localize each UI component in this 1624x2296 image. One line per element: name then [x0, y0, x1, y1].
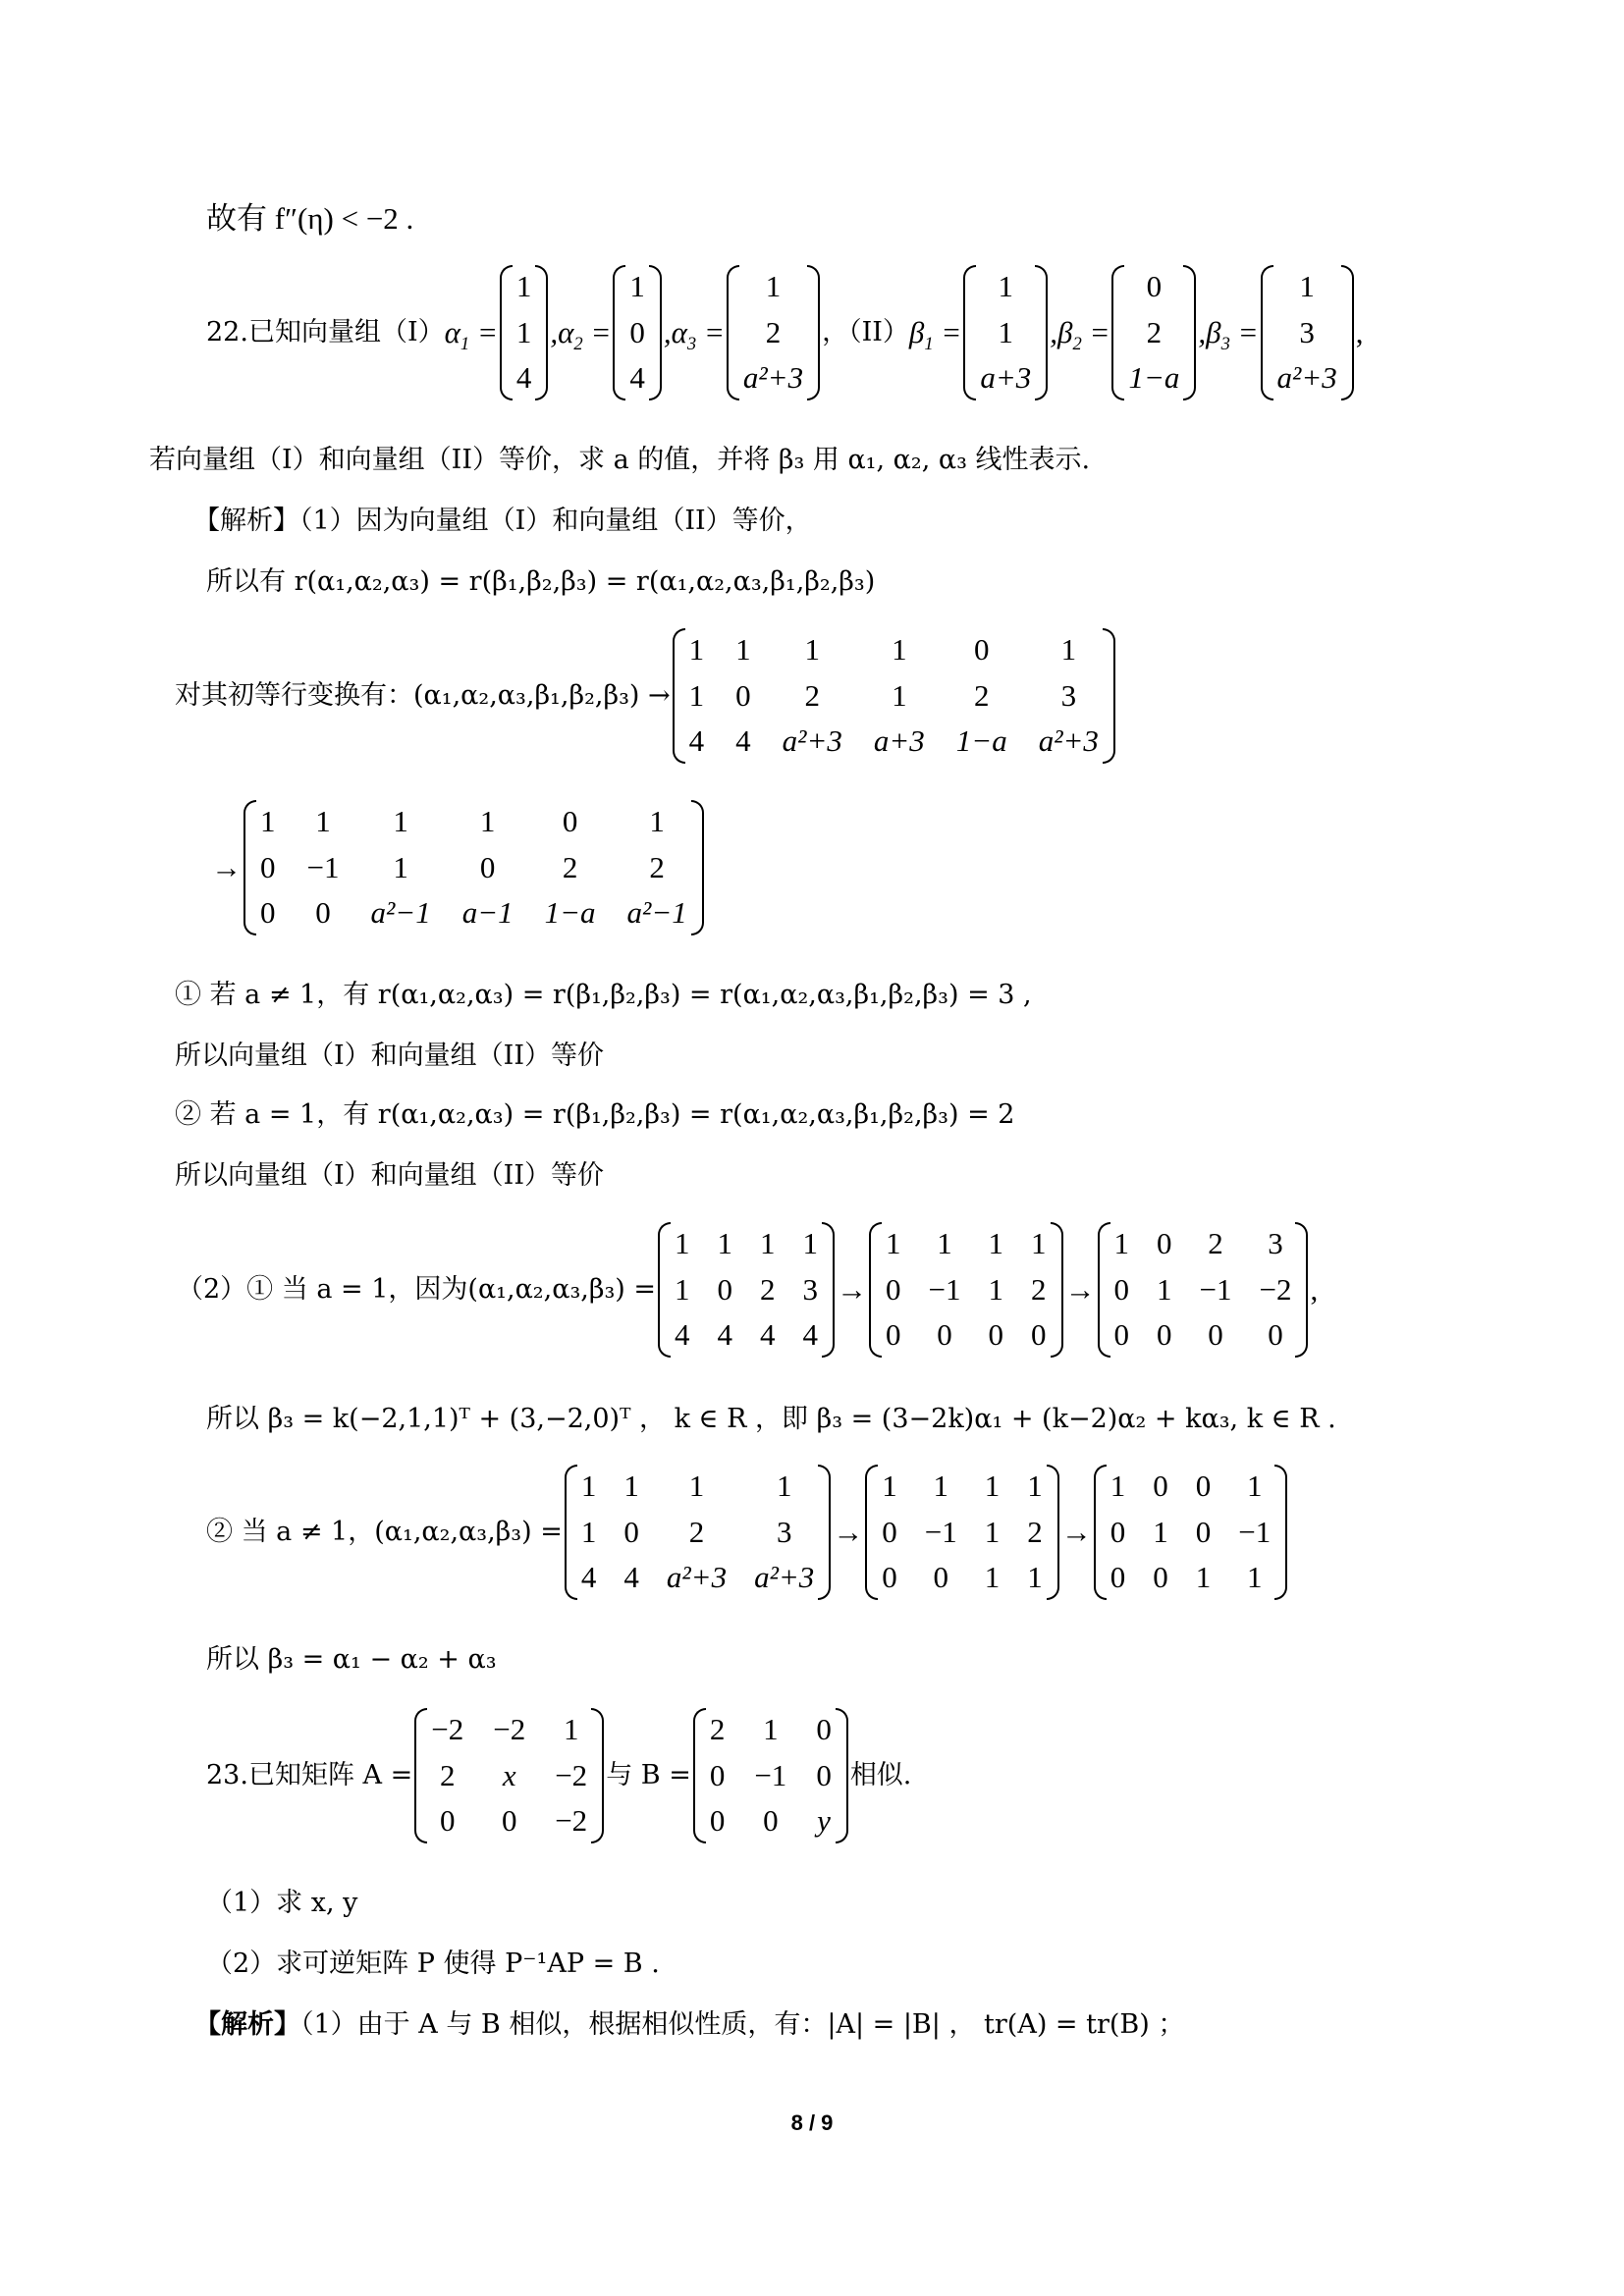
- matrix-cell: 0: [1146, 269, 1163, 303]
- solution-22-rank: 所以有 r(α₁,α₂,α₃) = r(β₁,β₂,β₃) = r(α₁,α₂,α₃,β₁,β₂,β₃): [206, 566, 876, 597]
- arrow-icon: →: [211, 850, 242, 885]
- q22-mid: ，（II）: [822, 317, 909, 348]
- matrix-cell: −2: [493, 1712, 526, 1746]
- vector-beta1: [963, 265, 1048, 400]
- matrix-cell: 0: [886, 1271, 901, 1307]
- matrix-cell: 0: [1195, 1468, 1212, 1503]
- part2-case-a1-label: （2）① 当 a = 1，因为(α₁,α₂,α₃,β₃) =: [177, 1274, 657, 1306]
- matrix-cell: 1: [1153, 1514, 1168, 1549]
- case-2-conclusion: 所以向量组（I）和向量组（II）等价: [175, 1160, 604, 1191]
- matrix-cell: 4: [623, 1560, 639, 1595]
- matrix-cell: 1: [998, 269, 1014, 303]
- matrix-cell: x: [502, 1757, 516, 1792]
- matrix-cell: 3: [1268, 1226, 1283, 1260]
- matrix-cell: 1: [623, 1468, 639, 1503]
- solution-text: （1）由于 A 与 B 相似，根据相似性质，有：|A| = |B| ， tr(A) = tr(B) ；: [300, 2009, 1185, 2040]
- matrix-cell: 0: [937, 1317, 952, 1353]
- matrix-cell: 0: [1195, 1514, 1212, 1549]
- matrix-cell: 1: [1060, 632, 1077, 667]
- matrix-cell: −2: [431, 1712, 464, 1746]
- matrix-cell: 1: [1027, 1560, 1043, 1595]
- case-1-conclusion: 所以向量组（I）和向量组（II）等价: [175, 1041, 604, 1071]
- beta3-label: $,\beta_3$ =: [1198, 315, 1259, 355]
- row-transform-2: [211, 800, 706, 935]
- q23-part1: （1）求 x, y: [206, 1888, 358, 1918]
- beta1-label: $\beta_1$ =: [908, 315, 962, 355]
- matrix-cell: 1: [1031, 1226, 1047, 1260]
- q22-prefix: 22.已知向量组（I）: [206, 317, 445, 348]
- matrix-cell: 1: [688, 632, 705, 667]
- matrix-cell: 0: [260, 849, 276, 884]
- matrix-cell: 0: [886, 1317, 901, 1353]
- matrix-cell: 0: [816, 1712, 832, 1746]
- matrix-an1-step3: [1094, 1465, 1287, 1600]
- matrix-cell: 1: [763, 1712, 779, 1746]
- matrix-cell: 2: [765, 314, 782, 349]
- matrix-cell: 0: [735, 677, 751, 713]
- matrix-cell: a²−1: [370, 895, 431, 931]
- augmented-matrix-2: [244, 800, 704, 935]
- q22-task: 若向量组（I）和向量组（II）等价，求 a 的值，并将 β₃ 用 α₁, α₂, α₃ 线性表示.: [149, 445, 1091, 475]
- matrix-cell: 1: [1110, 1468, 1126, 1503]
- matrix-cell: 0: [816, 1757, 832, 1792]
- matrix-cell: 1: [988, 1226, 1004, 1260]
- matrix-cell: 3: [776, 1514, 792, 1549]
- matrix-cell: 0: [1153, 1560, 1168, 1595]
- matrix-cell: −1: [924, 1514, 957, 1549]
- matrix-cell: 1: [892, 632, 907, 667]
- case-1: ① 若 a ≠ 1，有 r(α₁,α₂,α₃) = r(β₁,β₂,β₃) = r(α₁,α₂,α₃,β₁,β₂,β₃) = 3 ,: [175, 980, 1032, 1010]
- part2-case-a1: （2）① 当 a = 1，因为(α₁,α₂,α₃,β₃) = 1 1 1 1 1 0 2 3 4 4 4 4 → 1 1 1 1 0 −1 1 2 0 0 0 0 → 1 0 2 3 0 1 −1 −2 0 0 0 0 ,: [177, 1222, 1318, 1358]
- matrix-cell: a²+3: [754, 1560, 815, 1595]
- matrix-cell: 1: [760, 1226, 776, 1260]
- matrix-cell: a²+3: [1276, 360, 1337, 396]
- matrix-cell: a²−1: [626, 895, 687, 931]
- matrix-cell: 1: [1299, 269, 1315, 303]
- alpha2-label: $,\alpha_2$ =: [550, 315, 612, 355]
- matrix-cell: −2: [555, 1803, 588, 1839]
- matrix-cell: 2: [1027, 1514, 1043, 1549]
- matrix-cell: 2: [709, 1712, 726, 1746]
- matrix-cell: 0: [1157, 1317, 1172, 1353]
- matrix-cell: 1: [479, 804, 496, 838]
- matrix-cell: 1: [984, 1514, 1001, 1549]
- matrix-cell: 1: [776, 1468, 792, 1503]
- matrix-cell: 0: [562, 804, 578, 838]
- matrix-cell: 0: [1031, 1317, 1047, 1353]
- solution-22-intro: 【解析】（1）因为向量组（I）和向量组（II）等价，: [193, 506, 812, 536]
- matrix-cell: 0: [882, 1560, 897, 1595]
- matrix-cell: 1: [998, 314, 1014, 349]
- matrix-cell: a²+3: [666, 1560, 728, 1595]
- matrix-cell: 1: [1157, 1271, 1172, 1307]
- matrix-cell: 3: [1060, 677, 1077, 713]
- matrix-B: [693, 1708, 848, 1843]
- matrix-cell: 4: [802, 1317, 819, 1353]
- matrix-a1-step1: [658, 1222, 835, 1358]
- matrix-cell: 0: [1110, 1514, 1126, 1549]
- matrix-cell: 0: [988, 1317, 1004, 1353]
- matrix-cell: 1: [393, 804, 408, 838]
- matrix-cell: 2: [1031, 1271, 1047, 1307]
- matrix-an1-step1: [565, 1465, 831, 1600]
- matrix-cell: 1: [688, 1468, 705, 1503]
- matrix-cell: y: [817, 1803, 831, 1839]
- matrix-cell: 4: [580, 1560, 597, 1595]
- matrix-cell: 1: [802, 1226, 819, 1260]
- row-transform-1: [175, 628, 1117, 764]
- question-22: 22.已知向量组（I） $\alpha_1$ = 1 1 4 $,\alpha_2$ = 1 0 4 $,\alpha_3$ = 1 2 a²+3 ，（II） $\beta_1$ = 1 1 a+3 $,\beta_2$ = 0 2 1−a $,\beta_3$ = 1 3 a²+3 ,: [206, 265, 1364, 400]
- matrix-cell: 1: [688, 677, 705, 713]
- matrix-cell: 1: [1027, 1468, 1043, 1503]
- matrix-cell: 2: [974, 677, 990, 713]
- row-transform-label: 对其初等行变换有：(α₁,α₂,α₃,β₁,β₂,β₃) →: [175, 680, 671, 712]
- matrix-cell: 0: [315, 895, 331, 931]
- matrix-cell: 1: [515, 269, 532, 303]
- part2-case-an1-result: 所以 β₃ = α₁ − α₂ + α₃: [206, 1644, 497, 1675]
- matrix-cell: 1: [933, 1468, 949, 1503]
- case-2: ② 若 a = 1，有 r(α₁,α₂,α₃) = r(β₁,β₂,β₃) = r(α₁,α₂,α₃,β₁,β₂,β₃) = 2: [175, 1099, 1015, 1130]
- vector-alpha1: [500, 265, 549, 400]
- matrix-cell: 2: [688, 1514, 705, 1549]
- part2-case-an1-label: ② 当 a ≠ 1，(α₁,α₂,α₃,β₃) =: [206, 1517, 563, 1548]
- matrix-cell: 2: [804, 677, 821, 713]
- matrix-cell: 4: [717, 1317, 733, 1353]
- q23-mid: 与 B =: [606, 1760, 691, 1791]
- matrix-cell: a²+3: [782, 723, 842, 759]
- matrix-cell: 1−a: [544, 895, 596, 931]
- matrix-cell: 1−a: [1128, 360, 1180, 396]
- line-conclusion: 故有 f″(η) < −2 .: [206, 201, 414, 236]
- matrix-cell: a²+3: [742, 360, 804, 396]
- matrix-cell: 0: [933, 1560, 949, 1595]
- matrix-cell: 1: [892, 677, 907, 713]
- matrix-cell: 1: [515, 314, 532, 349]
- matrix-cell: 1: [675, 1271, 690, 1307]
- matrix-cell: 1: [1247, 1468, 1263, 1503]
- matrix-cell: 0: [974, 632, 990, 667]
- matrix-cell: 1: [765, 269, 782, 303]
- matrix-cell: 2: [1146, 314, 1163, 349]
- alpha3-label: $,\alpha_3$ =: [663, 315, 725, 355]
- matrix-cell: 2: [562, 849, 578, 884]
- matrix-cell: 0: [717, 1271, 733, 1307]
- matrix-cell: 4: [515, 360, 532, 396]
- matrix-cell: 1: [717, 1226, 733, 1260]
- matrix-cell: 1: [984, 1468, 1001, 1503]
- matrix-cell: 0: [439, 1803, 456, 1839]
- matrix-cell: 1: [649, 804, 665, 838]
- matrix-cell: 1: [882, 1468, 897, 1503]
- matrix-a1-step2: [869, 1222, 1062, 1358]
- matrix-an1-step2: [865, 1465, 1058, 1600]
- matrix-cell: −1: [1238, 1514, 1272, 1549]
- matrix-a1-step3: [1098, 1222, 1309, 1358]
- matrix-cell: a²+3: [1038, 723, 1099, 759]
- matrix-cell: 0: [1113, 1317, 1130, 1353]
- matrix-cell: 2: [649, 849, 665, 884]
- matrix-cell: 1: [580, 1514, 597, 1549]
- matrix-cell: 1: [984, 1560, 1001, 1595]
- q23-solution: [194, 2011, 1184, 2038]
- matrix-cell: 1: [260, 804, 276, 838]
- vector-beta3: [1261, 265, 1354, 400]
- matrix-cell: 0: [1113, 1271, 1130, 1307]
- matrix-cell: 4: [675, 1317, 690, 1353]
- vector-alpha2: [613, 265, 662, 400]
- solution-label: 【解析】: [194, 2009, 300, 2040]
- matrix-cell: 0: [1110, 1560, 1126, 1595]
- matrix-cell: 1: [886, 1226, 901, 1260]
- page-number: 8 / 9: [790, 2110, 834, 2135]
- matrix-cell: 3: [1299, 314, 1315, 349]
- matrix-A: [414, 1708, 604, 1843]
- matrix-cell: 3: [802, 1271, 819, 1307]
- matrix-cell: 1: [1113, 1226, 1130, 1260]
- matrix-cell: 1: [315, 804, 331, 838]
- matrix-cell: 4: [760, 1317, 776, 1353]
- matrix-cell: −1: [754, 1757, 787, 1792]
- matrix-cell: 0: [623, 1514, 639, 1549]
- matrix-cell: 1: [675, 1226, 690, 1260]
- matrix-cell: 0: [1208, 1317, 1223, 1353]
- matrix-cell: 0: [1268, 1317, 1283, 1353]
- matrix-cell: 1: [988, 1271, 1004, 1307]
- matrix-cell: 0: [709, 1803, 726, 1839]
- matrix-cell: 0: [709, 1757, 726, 1792]
- q23-part2: （2）求可逆矩阵 P 使得 P⁻¹AP = B .: [206, 1949, 660, 1979]
- matrix-cell: −1: [1199, 1271, 1232, 1307]
- matrix-cell: 0: [1153, 1468, 1168, 1503]
- matrix-cell: 1: [1247, 1560, 1263, 1595]
- vector-alpha3: [727, 265, 820, 400]
- part2-case-a1-result: 所以 β₃ = k(−2,1,1)ᵀ + (3,−2,0)ᵀ ， k ∈ R ，即 β₃ = (3−2k)α₁ + (k−2)α₂ + kα₃, k ∈ R .: [206, 1404, 1336, 1434]
- matrix-cell: 4: [688, 723, 705, 759]
- matrix-cell: −1: [306, 849, 340, 884]
- matrix-cell: 1: [629, 269, 645, 303]
- matrix-cell: −1: [928, 1271, 961, 1307]
- matrix-cell: 0: [629, 314, 645, 349]
- q23-prefix: 23.已知矩阵 A =: [206, 1760, 413, 1791]
- q23-tail: 相似.: [849, 1760, 912, 1791]
- matrix-cell: 0: [1157, 1226, 1172, 1260]
- matrix-cell: 1: [1195, 1560, 1212, 1595]
- matrix-cell: 1: [393, 849, 408, 884]
- matrix-cell: 0: [260, 895, 276, 931]
- matrix-cell: 1: [937, 1226, 952, 1260]
- vector-beta2: [1111, 265, 1196, 400]
- matrix-cell: 2: [439, 1757, 456, 1792]
- matrix-cell: a−1: [461, 895, 514, 931]
- matrix-cell: 0: [479, 849, 496, 884]
- matrix-cell: 1: [563, 1712, 579, 1746]
- matrix-cell: 1: [580, 1468, 597, 1503]
- matrix-cell: 2: [760, 1271, 776, 1307]
- alpha1-label: $\alpha_1$ =: [444, 315, 498, 355]
- matrix-cell: 0: [882, 1514, 897, 1549]
- matrix-cell: 0: [763, 1803, 779, 1839]
- part2-case-an1: ② 当 a ≠ 1，(α₁,α₂,α₃,β₃) = 1 1 1 1 1 0 2 3 4 4 a²+3 a²+3 → 1 1 1 1 0 −1 1 2 0 0 1 1 → 1 0 0 1 0 1 0 −1 0 0 1 1: [206, 1465, 1289, 1600]
- matrix-cell: 1: [735, 632, 751, 667]
- matrix-cell: 4: [735, 723, 751, 759]
- matrix-cell: 0: [501, 1803, 517, 1839]
- matrix-cell: −2: [1259, 1271, 1292, 1307]
- matrix-cell: 1−a: [955, 723, 1007, 759]
- matrix-cell: a+3: [980, 360, 1032, 396]
- augmented-matrix-1: [673, 628, 1115, 764]
- matrix-cell: 4: [629, 360, 645, 396]
- matrix-cell: 2: [1208, 1226, 1223, 1260]
- beta2-label: $,\beta_2$ =: [1050, 315, 1110, 355]
- question-23: [206, 1708, 911, 1843]
- matrix-cell: a+3: [873, 723, 925, 759]
- matrix-cell: 1: [804, 632, 821, 667]
- matrix-cell: −2: [555, 1757, 588, 1792]
